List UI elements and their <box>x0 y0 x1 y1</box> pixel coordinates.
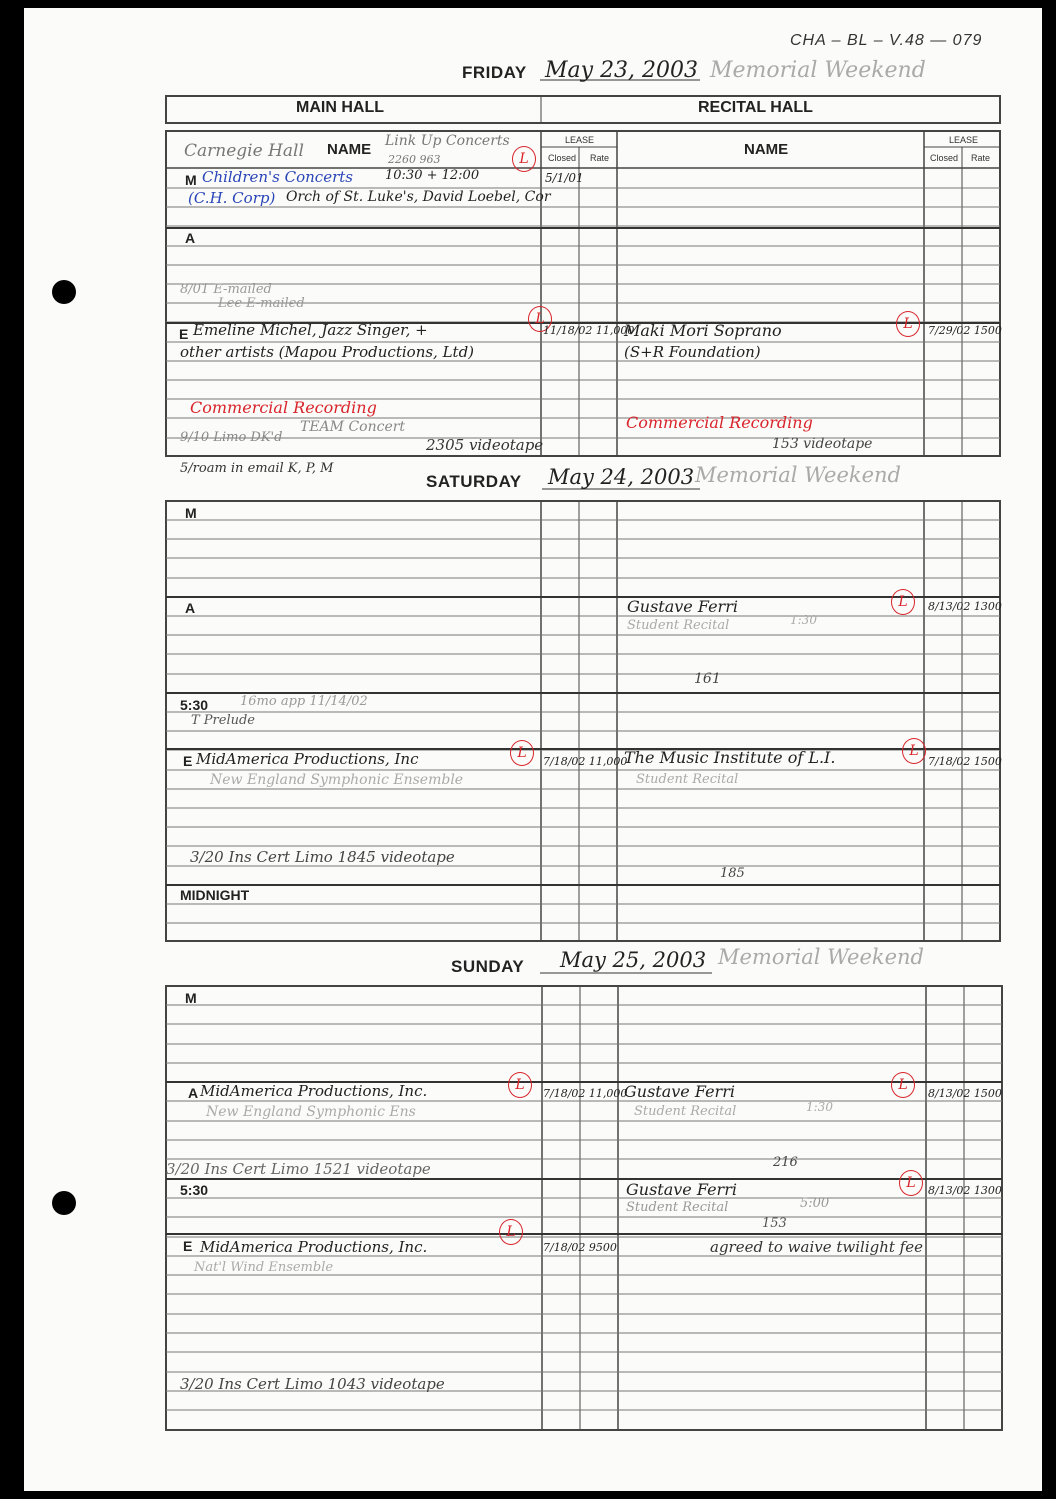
saturday-recital-e-num: 185 <box>720 866 745 881</box>
main-hall-header: MAIN HALL <box>296 99 384 116</box>
friday-recital-e-video: 153 videotape <box>772 436 873 452</box>
saturday-recital-e-line1: The Music Institute of L.I. <box>624 748 836 767</box>
sunday-slot-a: A <box>188 1085 199 1101</box>
friday-main-e-lease: 11/18/02 11,000 <box>543 324 635 337</box>
friday-main-a-pencil2: 8/01 E-mailed <box>180 282 272 297</box>
sunday-recital-530-num: 153 <box>762 1216 787 1231</box>
sunday-main-e-lease: 7/18/02 9500 <box>543 1241 617 1254</box>
sunday-label: SUNDAY <box>451 957 525 976</box>
closed-label: Closed <box>548 153 577 163</box>
lease-circle-mark: L <box>896 311 920 337</box>
saturday-recital-a-pencil: Student Recital <box>627 618 730 633</box>
friday-main-m-line2b: Orch of St. Luke's, David Loebel, Cor <box>286 189 551 205</box>
sunday-recital-530-line1: Gustave Ferri <box>626 1180 737 1199</box>
friday-main-e-pencil2: 9/10 Limo DK'd <box>180 430 283 445</box>
friday-main-top-note: Carnegie Hall <box>184 141 304 161</box>
saturday-main-e-line1: MidAmerica Productions, Inc <box>196 750 419 768</box>
friday-main-m-line2a: (C.H. Corp) <box>188 189 276 207</box>
friday-main-e-line1: Emeline Michel, Jazz Singer, + <box>193 321 428 339</box>
friday-main-e-video: 2305 videotape <box>426 436 544 454</box>
lease-circle-mark: L <box>891 589 915 615</box>
saturday-note: Memorial Weekend <box>695 463 902 487</box>
sunday-recital-a-num: 216 <box>773 1155 798 1170</box>
lease-circle-mark: L <box>899 1170 923 1196</box>
friday-main-e-line2: other artists (Mapou Productions, Ltd) <box>180 343 475 361</box>
rate-label: Rate <box>590 153 610 163</box>
saturday-main-530-pencil2: T Prelude <box>191 713 256 728</box>
lease-circle-mark: L <box>508 1072 532 1098</box>
lease-label: LEASE <box>565 135 595 145</box>
friday-main-m-line1: Children's Concerts <box>202 168 353 186</box>
lease-label: LEASE <box>949 135 979 145</box>
reference-code: CHA – BL – V.48 — 079 <box>790 32 983 49</box>
friday-note: Memorial Weekend <box>710 58 926 83</box>
sunday-main-e-line1: MidAmerica Productions, Inc. <box>200 1238 428 1256</box>
lease-circle-mark: L <box>528 306 552 332</box>
friday-main-e-red: Commercial Recording <box>190 398 377 417</box>
sunday-recital-a-time: 1:30 <box>806 1100 833 1114</box>
friday-main-a-pencil1: Lee E-mailed <box>218 296 305 311</box>
recital-hall-header: RECITAL HALL <box>698 99 813 116</box>
friday-main-m-line1b: 10:30 + 12:00 <box>385 168 480 183</box>
friday-slot-a: A <box>185 230 196 246</box>
sunday-recital-530-lease: 8/13/02 1300 <box>928 1184 1002 1197</box>
saturday-main-e-pencil: New England Symphonic Ensemble <box>210 772 464 788</box>
friday-recital-name-label: NAME <box>744 141 789 158</box>
friday-recital-e-line1: Maki Mori Soprano <box>624 321 782 340</box>
saturday-recital-a-num: 161 <box>694 671 721 687</box>
sunday-main-a-lease: 7/18/02 11,000 <box>543 1087 628 1100</box>
friday-recital-e-line2: (S+R Foundation) <box>624 343 761 361</box>
friday-main-name-label: NAME <box>327 141 372 158</box>
lease-circle-mark: L <box>512 146 536 172</box>
friday-recital-e-lease: 7/29/02 1500 <box>928 324 1002 337</box>
friday-recital-e-red: Commercial Recording <box>626 413 813 432</box>
saturday-recital-a-lease: 8/13/02 1300 <box>928 600 1002 613</box>
friday-main-e-note: 5/roam in email K, P, M <box>180 461 334 476</box>
saturday-main-e-video: 3/20 Ins Cert Limo 1845 videotape <box>190 848 455 866</box>
sunday-slot-m: M <box>185 990 197 1006</box>
sunday-main-a-pencil: New England Symphonic Ens <box>206 1104 416 1120</box>
closed-label: Closed <box>930 153 959 163</box>
saturday-slot-m: M <box>185 505 197 521</box>
sunday-recital-530-pencil: Student Recital <box>626 1200 729 1215</box>
rate-label: Rate <box>971 153 991 163</box>
saturday-recital-e-pencil: Student Recital <box>636 772 739 787</box>
saturday-main-e-lease: 7/18/02 11,000 <box>543 755 628 768</box>
friday-slot-e: E <box>179 326 189 342</box>
sunday-slot-e: E <box>183 1238 193 1254</box>
saturday-slot-530: 5:30 <box>180 697 209 713</box>
sunday-recital-530-time: 5:00 <box>800 1196 830 1211</box>
sunday-note: Memorial Weekend <box>718 945 925 969</box>
sunday-main-e-video: 3/20 Ins Cert Limo 1043 videotape <box>180 1375 445 1393</box>
sunday-recital-e-note: agreed to waive twilight fee <box>710 1238 923 1256</box>
friday-label: FRIDAY <box>462 63 527 82</box>
saturday-slot-e: E <box>183 753 193 769</box>
saturday-recital-a-time: 1:30 <box>790 613 817 627</box>
lease-circle-mark: L <box>902 738 926 764</box>
saturday-recital-e-lease: 7/18/02 1500 <box>928 755 1002 768</box>
saturday-date: May 24, 2003 <box>548 465 695 489</box>
sunday-slot-530: 5:30 <box>180 1182 209 1198</box>
saturday-main-530-pencil: 16mo app 11/14/02 <box>240 694 368 709</box>
friday-main-nums: 2260 963 <box>388 153 441 166</box>
friday-slot-m: M <box>185 172 197 188</box>
sunday-recital-a-lease: 8/13/02 1500 <box>928 1087 1002 1100</box>
lease-circle-mark: L <box>891 1072 915 1098</box>
lease-circle-mark: L <box>510 740 534 766</box>
saturday-slot-a: A <box>185 600 196 616</box>
saturday-label: SATURDAY <box>426 472 522 491</box>
sunday-main-a-video: 3/20 Ins Cert Limo 1521 videotape <box>166 1160 431 1178</box>
friday-main-top-note2: Link Up Concerts <box>385 133 510 149</box>
sunday-date: May 25, 2003 <box>560 948 707 972</box>
saturday-slot-midnight: MIDNIGHT <box>180 887 250 903</box>
sunday-recital-a-pencil: Student Recital <box>634 1104 737 1119</box>
sunday-main-a-line1: MidAmerica Productions, Inc. <box>200 1082 428 1100</box>
saturday-recital-a-line1: Gustave Ferri <box>627 597 738 616</box>
lease-circle-mark: L <box>499 1219 523 1245</box>
sunday-recital-a-line1: Gustave Ferri <box>624 1082 735 1101</box>
friday-main-m-lease: 5/1/01 <box>545 171 584 185</box>
friday-date: May 23, 2003 <box>545 58 699 83</box>
sunday-main-e-pencil: Nat'l Wind Ensemble <box>194 1260 334 1275</box>
friday-main-e-pencil1: TEAM Concert <box>300 419 406 435</box>
